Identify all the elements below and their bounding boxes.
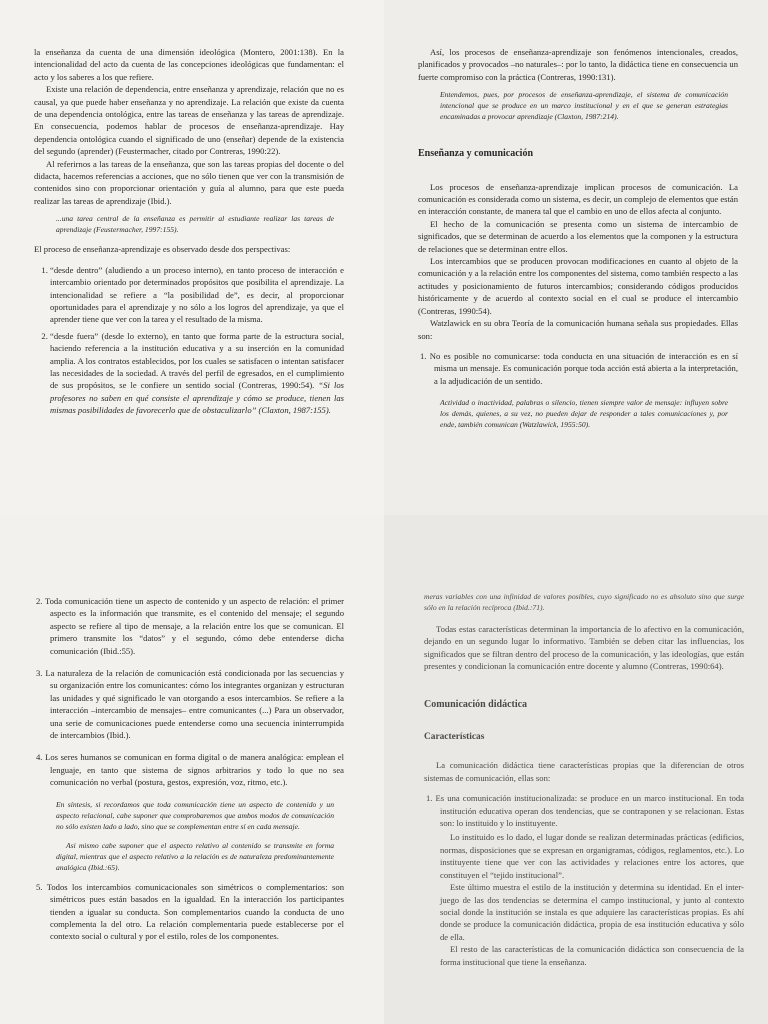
page-bottom-left <box>0 515 384 1024</box>
list-item-text: “desde fuera” (desde lo externo), en tanto que forma parte de la estructura social, haciendo referencia a la institución educativa y a su inserción en la comunidad amplia. A los contratos establecidos, por los cuales se satisfacen o intentan satisfacer las necesidades de la sociedad. A través del perfil de egresados, en el cumplimiento de sus propósitos, se le confiere un sentido social (Contreras, 1990:54). <box>50 330 344 391</box>
list-item-body <box>424 831 744 967</box>
list-item: 3. La naturaleza de la relación de comunicación está condicionada por las secuencias y su organización entre los comunicantes: cómo los integrantes organizan y estructuran las unidades y qué significado le van otorgando a esos intercambios. Se refiere a la interacción –intercambio de mensajes– entre comunicantes (...) Para un observador, una serie de comunicaciones puede entenderse como una secuencia ininterrumpida de intercambios (Ibid.). <box>36 668 344 741</box>
block-quote: En síntesis, si recordamos que toda comunicación tiene un aspecto de contenido y un aspecto relacional, cabe suponer que comprobaremos que ambos modos de comunicación no sólo existen lado a lado, sino que se complementan entre sí en cada mensaje. <box>56 799 334 831</box>
paragraph: El resto de las características de la comunicación didáctica son consecuencia de la forma institucional que tiene la enseñanza. <box>440 944 744 967</box>
paragraph: Existe una relación de dependencia, entre enseñanza y aprendizaje, relación que no es causal, ya que puede haber enseñanza y no aprendizaje. La relación que existe da cuenta de una dependencia ontológica, entre las tareas de enseñanza y las tareas de aprendizaje. En consecuencia, podemos hablar de procesos de enseñanza-aprendizaje. Hay dependencia ontológica cuando el significado de uno (enseñar) depende de la existencia del segundo (aprender) (Feustermacher, citado por Contreras, 1990:22). <box>34 84 344 157</box>
paragraph: El hecho de la comunicación se presenta como un sistema de intercambio de significados, que se determinan de acuerdo a los elementos que la componen y la estructura de relaciones que se determinan entre ellos. <box>418 218 738 254</box>
block-quote: Actividad o inactividad, palabras o silencio, tienen siempre valor de mensaje: influyen sobre los demás, quienes, a su vez, no pueden dejar de responder a tales comunicaciones y, por ende, también comunican (Watzlawick, 1955:50). <box>440 398 728 430</box>
paragraph: Al referirnos a las tareas de la enseñanza, que son las tareas propias del docente o del didacta, hacemos referencias a acciones, que no sólo tienen que ver con la transmisión de contenidos sino con proporcionar orientación y guía al alumno, para que este pueda realizar las tareas de aprendizaje (Ibid.). <box>34 158 344 206</box>
perspectives-list <box>34 264 344 417</box>
paragraph: Lo instituido es lo dado, el lugar donde se realizan determinadas prácticas (edificios, normas, disposiciones que se expresan en organigramas, códigos, reglamentos, etc.). Lo instituyente tiene que ver con las actividades y relaciones entre los actores, que constituyen el “tejido institucional”. <box>440 832 744 880</box>
block-quote: meras variables con una infinidad de valores posibles, cuyo significado no es absoluto sino que surge sólo en la relación recíproca (Ibid.:71). <box>424 592 744 612</box>
paragraph: Este último muestra el estilo de la institución y determina su identidad. En el inter-juego de las dos tendencias se determina el campo institucional, y junto al contexto social donde la institución se instala es que adquiere las características propias. Es ahí donde se produce la comunicación didáctica, propia de esa institución educativa y sólo de ella. <box>440 882 744 942</box>
list-item: 1. No es posible no comunicarse: toda conducta en una situación de interacción es en sí misma un mensaje. Es comunicación porque toda acción está abierta a la interpretación, a la adjudicación de un sentido. <box>420 350 738 386</box>
list-item: 5. Todos los intercambios comunicacionales son simétricos o complementarios: son simétricos pues están basados en la igualdad. En la interacción los participantes tienden a igualar su conducta. Son complementarios cuando la conducta de uno complementa la del otro. La relación complementaria puede establecerse por el contexto social o cultural y por el estilo, roles de los componentes. <box>36 881 344 942</box>
list-item: 4. Los seres humanos se comunican en forma digital o de manera analógica: emplean el lenguaje, en tanto que sistema de signos arbitrarios y todo lo que no sea comunicación no verbal (postura, gestos, expresión, voz, ritmo, etc.). <box>36 752 344 788</box>
paragraph: La comunicación didáctica tiene características propias que la diferencian de otros sistemas de comunicación, ellas son: <box>424 760 744 783</box>
paragraph: Los intercambios que se producen provocan modificaciones en cuanto al objeto de la comunicación y a la relación entre los componentes del sistema, como también respecto a las actitudes y posicionamiento de futuros intercambios; considerando códigos producidos históricamente y de acuerdo al contexto social en el cual se produce el intercambio (Contreras, 1990:54). <box>418 256 739 316</box>
paragraph: El proceso de enseñanza-aprendizaje es observado desde dos perspectivas: <box>34 244 291 255</box>
list-item-quote: “Si los profesores no saben en qué consiste el aprendizaje y cómo se produce, tienen las mismas posibilidades de favorecerlo que de obstaculizarlo” (Claxton, 1987:155). <box>50 380 344 416</box>
page-top-right <box>384 0 768 515</box>
paragraph: la enseñanza da cuenta de una dimensión ideológica (Montero, 2001:138). En la intencionalidad del acto da cuenta de las concepciones ideológicas que fundamentan: el acto y los saberes a los que refiere. <box>34 47 344 82</box>
subsection-heading: Características <box>424 732 485 743</box>
list-item: 1. Es una comunicación institucionalizada: se produce en un marco institucional. En toda institución educativa operan dos tendencias, que se contraponen y se relacionan. Estas son: lo instituido y lo instituyente. <box>426 793 744 829</box>
section-heading: Comunicación didáctica <box>424 698 528 710</box>
page-bottom-right <box>384 515 768 1024</box>
list-item: 2. Toda comunicación tiene un aspecto de contenido y un aspecto de relación: el primer aspecto es la información que transmite, es el contenido del mensaje; el segundo aspecto se refiere al tipo de mensaje, a la relación entre los que se comunican. El primero transmite los “datos” y el segundo, cómo debe entenderse dicha comunicación (Ibid.:55). <box>36 596 344 656</box>
paragraph: Watzlawick en su obra Teoría de la comunicación humana señala sus propiedades. Ellas son: <box>418 318 738 341</box>
block-quote: Asi mismo cabe suponer que el aspecto relativo al contenido se transmite en forma digital, mientras que el aspecto relativo a la relación es de naturaleza predominantemente analógica (Ibid.:65). <box>56 840 334 872</box>
list-item: 1. “desde dentro” (aludiendo a un proceso interno), en tanto proceso de interacción e intercambio orientado por determinados propósitos que posibilita el aprendizaje. La intencionalidad se refiere a “la posibilidad de”, es decir, al proporcionar oportunidades para el aprendizaje y no sólo a los logros del aprendizaje, ya que el aprender tiene que ver con la tarea y el resultado de la misma. <box>50 264 344 326</box>
list-item <box>50 330 344 417</box>
section-heading: Enseñanza y comunicación <box>418 148 534 160</box>
paragraph: Así, los procesos de enseñanza-aprendizaje son fenómenos intencionales, creados, planificados y provocados –no naturales–: por lo tanto, la didáctica tiene en consecuencia un fuerte compromiso con la práctica (Contreras, 1990:131). <box>418 47 738 82</box>
block-quote: ...una tarea central de la enseñanza es permitir al estudiante realizar las tareas de aprendizaje (Feustermacher, 1997:155). <box>56 214 334 235</box>
page-top-left <box>0 0 384 515</box>
block-quote: Entendemos, pues, por procesos de enseñanza-aprendizaje, el sistema de comunicación intencional que se produce en un marco institucional y en el que se generan estrategias encaminadas a provocar aprendizaje (Claxton, 1987:214). <box>440 90 728 122</box>
paragraph: Todas estas características determinan la importancia de lo afectivo en la comunicación, dejando en un segundo lugar lo informativo. También se deben citar las influencias, los significados que se filtran dentro del proceso de la comunicación, y las ideologías, que están presentes y condicionan la comunicación entre docente y alumno (Contreras, 1990:64). <box>424 624 744 672</box>
paragraph: Los procesos de enseñanza-aprendizaje implican procesos de comunicación. La comunicación es considerada como un sistema, es decir, un complejo de elementos que están en interacción constante, de manera tal que el cambio en uno de ellos afecta al conjunto. <box>418 181 738 217</box>
